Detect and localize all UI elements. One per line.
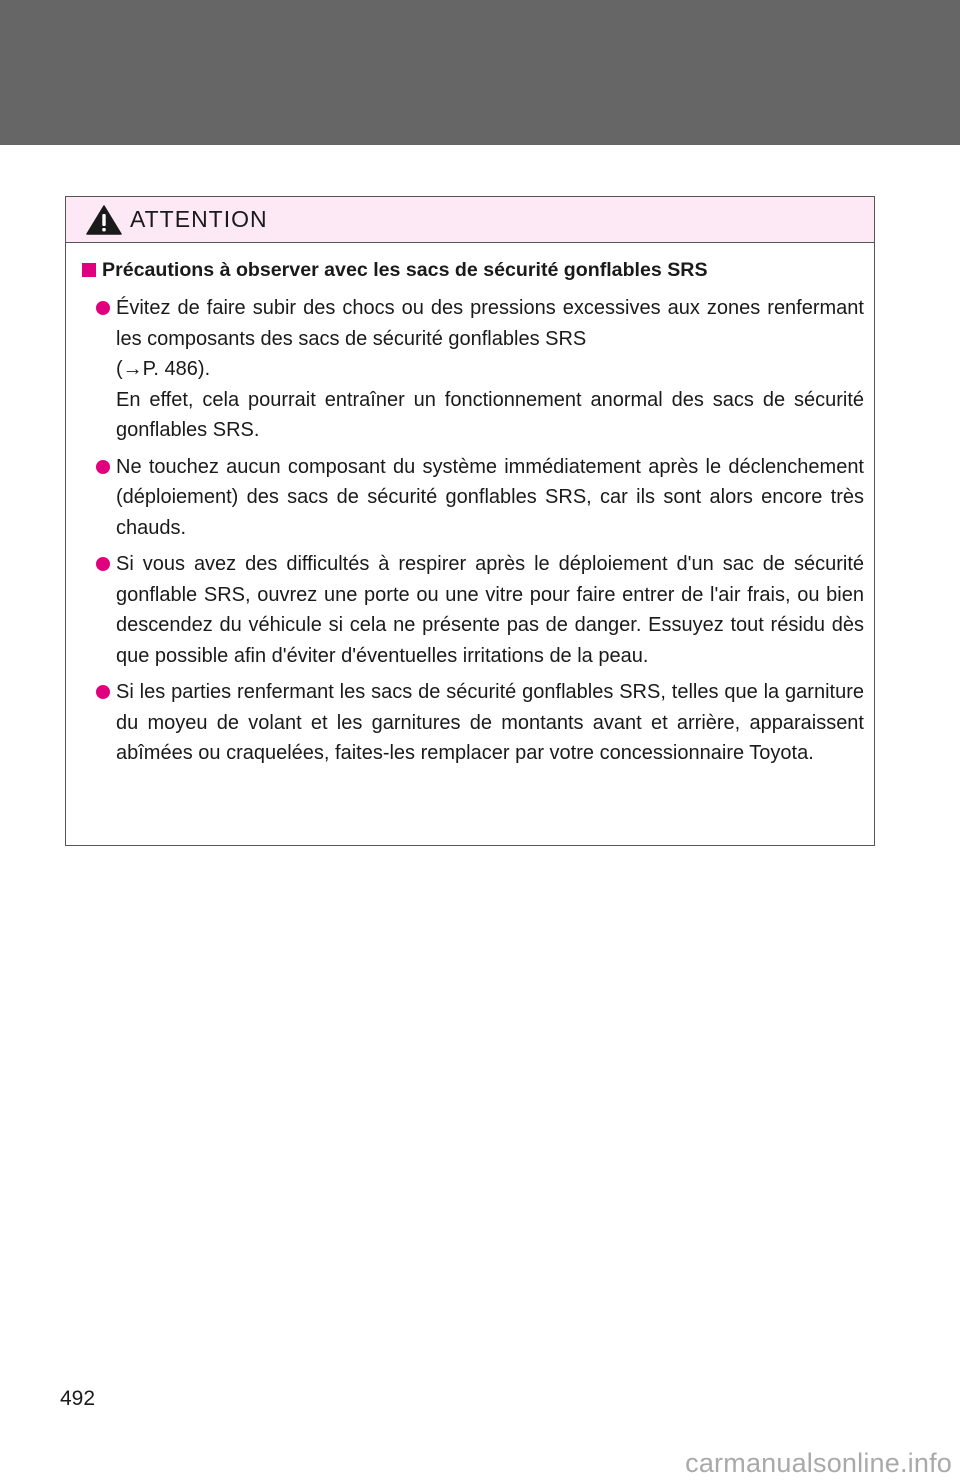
- page-reference: (→P. 486).: [116, 358, 211, 380]
- bullet-text: Évitez de faire subir des chocs ou des pressions excessives aux zones renfermant les composants des sacs de sécurité gonflables SRS: [116, 297, 864, 350]
- attention-header: [66, 197, 874, 243]
- bullet-item: [82, 549, 864, 671]
- attention-box: [65, 196, 875, 846]
- bullet-text: Si vous avez des difficultés à respirer après le déploiement d'un sac de sécurité gonflable SRS, ouvrez une porte ou une vitre pour faire entrer de l'air frais, ou bien descendez du véhicule si cela ne présente pas de danger. Essuyez tout résidu dès que possible afin d'éviter d'éventuelles irritations de la peau.: [116, 553, 864, 667]
- square-bullet-icon: [82, 263, 96, 277]
- bullet-item: [82, 293, 864, 446]
- attention-title: ATTENTION: [130, 206, 268, 232]
- watermark: carmanualsonline.info: [685, 1448, 952, 1478]
- bullet-item: [82, 452, 864, 544]
- bullet-item: [82, 677, 864, 769]
- dot-bullet-icon: [96, 301, 110, 315]
- dot-bullet-icon: [96, 460, 110, 474]
- attention-body: [66, 243, 874, 769]
- top-band: [0, 0, 960, 145]
- dot-bullet-icon: [96, 685, 110, 699]
- bullet-text: Ne touchez aucun composant du système immédiatement après le déclenchement (déploiement) des sacs de sécurité gonflables SRS, car ils sont alors encore très chauds.: [116, 455, 864, 539]
- dot-bullet-icon: [96, 557, 110, 571]
- warning-triangle-icon: [86, 205, 122, 235]
- page-number: 492: [60, 1387, 96, 1410]
- section-heading: [82, 255, 864, 285]
- bullet-text: En effet, cela pourrait entraîner un fonctionnement anormal des sacs de sécurité gonflables SRS.: [116, 388, 864, 441]
- bullet-text: Si les parties renfermant les sacs de sécurité gonflables SRS, telles que la garniture du moyeu de volant et les garnitures de montants avant et arrière, apparaissent abîmées ou craquelées, faites-les remplacer par votre concessionnaire Toyota.: [116, 681, 864, 764]
- section-heading-text: Précautions à observer avec les sacs de sécurité gonflables SRS: [102, 259, 708, 281]
